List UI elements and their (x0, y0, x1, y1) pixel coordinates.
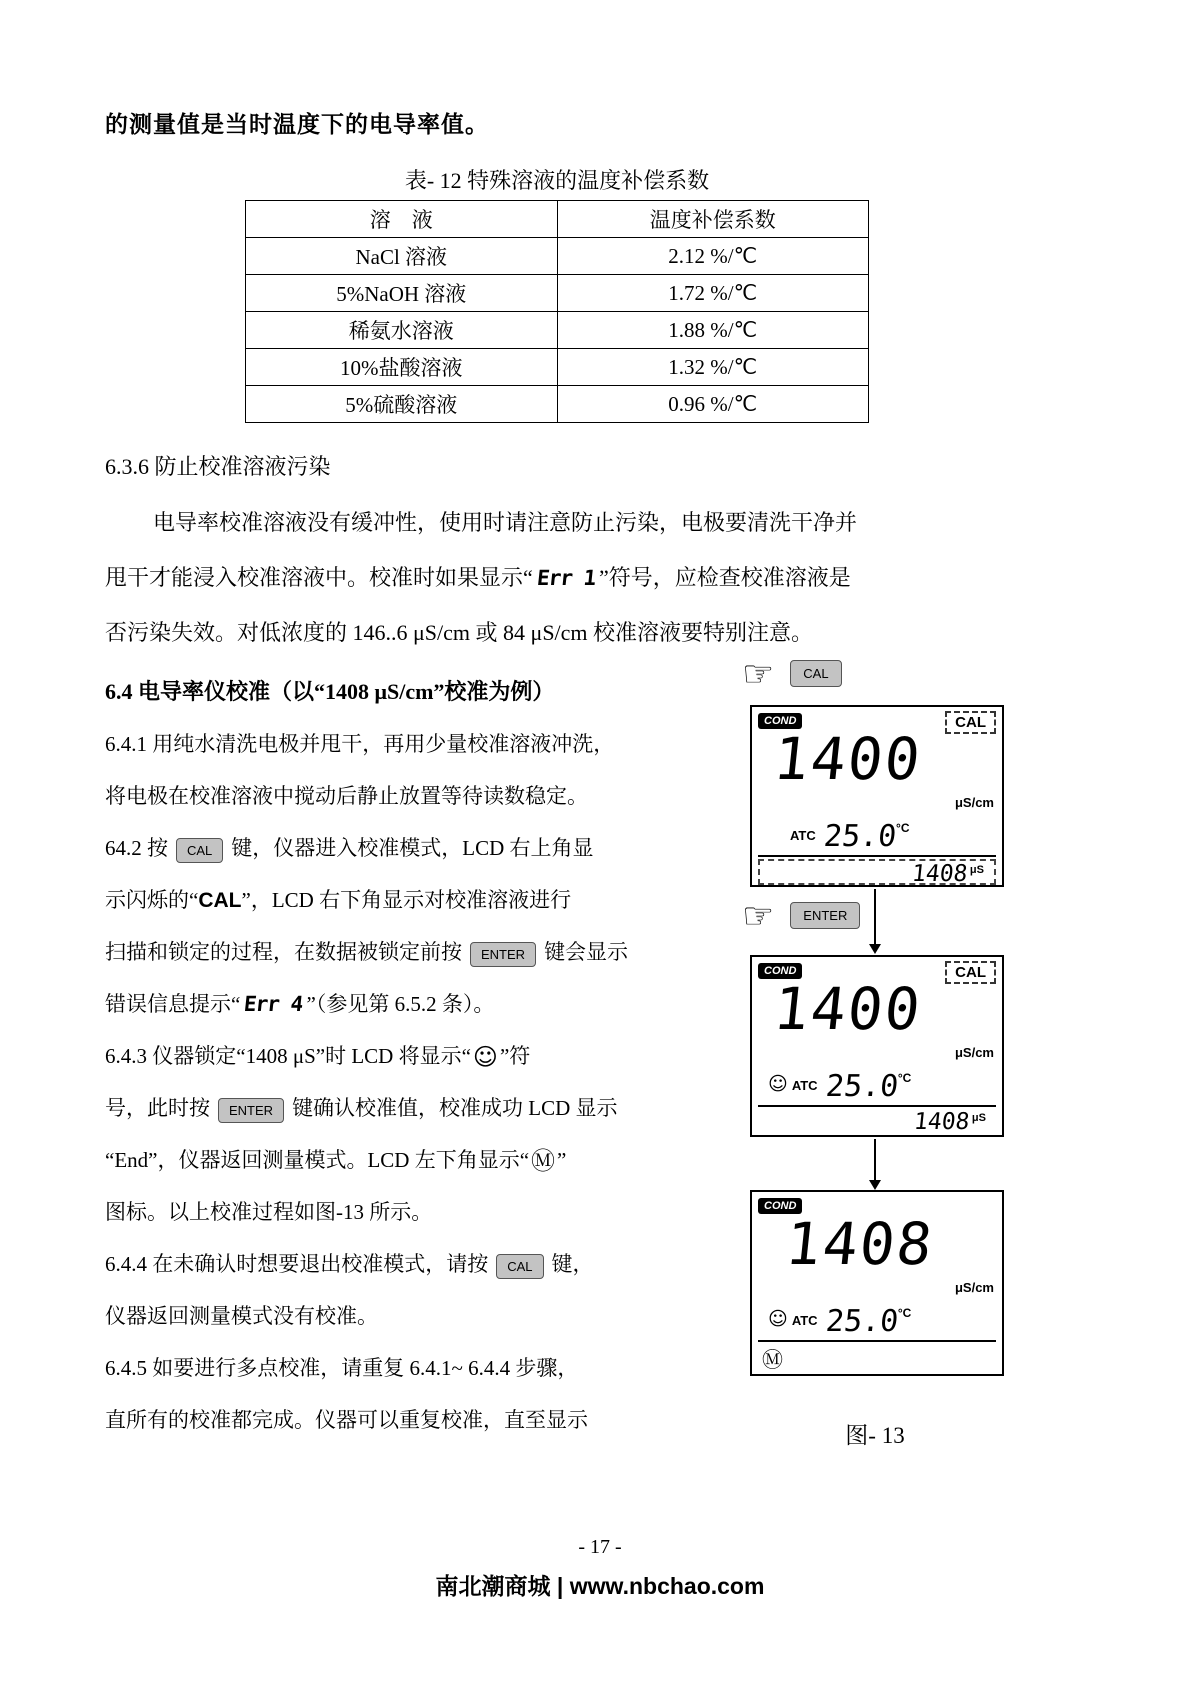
cal-flag: CAL (945, 961, 996, 984)
lcd-display-3 (750, 1190, 1004, 1376)
text-run: 6.4.5 如要进行多点校准，请重复 6.4.1~ 6.4.4 步骤， (105, 1356, 579, 1380)
lcd-divider (758, 1105, 996, 1107)
intro-paragraph: 的测量值是当时温度下的电导率值。 (105, 111, 489, 137)
table-header-row (246, 201, 869, 238)
text-run: 仪器返回测量模式没有校准。 (105, 1304, 378, 1328)
text-run: 图标。以上校准过程如图-13 所示。 (105, 1200, 433, 1224)
paragraph-line (105, 874, 753, 926)
pointing-hand-icon: ☞ (742, 896, 775, 937)
paragraph-line (105, 605, 1105, 660)
figure-13 (740, 655, 1020, 1455)
press-cal-step (742, 654, 842, 695)
cell-solution: 10%盐酸溶液 (246, 349, 558, 386)
text-run: 键，仪器进入校准模式，LCD 右上角显 (231, 836, 594, 860)
cell-solution: 稀氨水溶液 (246, 312, 558, 349)
lcd-divider (758, 855, 996, 857)
enter-key-button: ENTER (790, 902, 860, 929)
temperature-value: 25.0 (823, 1069, 900, 1104)
table-row (246, 349, 869, 386)
m-mode-icon: Ⓜ (762, 1348, 783, 1372)
temperature-unit: °C (896, 821, 910, 835)
cal-key-inline: CAL (176, 838, 223, 863)
cal-flag: CAL (945, 711, 996, 734)
text-run: 6.4.3 仪器锁定“1408 μS”时 LCD 将显示“ (105, 1044, 471, 1068)
paragraph-line (105, 1342, 753, 1394)
paragraph-line (105, 978, 753, 1030)
pointing-hand-icon: ☞ (742, 654, 775, 695)
text-run: ”（参见第 6.5.2 条）。 (306, 992, 495, 1016)
section-6-3-6-heading: 6.3.6 防止校准溶液污染 (105, 454, 331, 479)
temperature-unit: °C (897, 1306, 912, 1320)
atc-label: ATC (790, 828, 816, 843)
text-run: ”符号，应检查校准溶液是 (599, 565, 851, 590)
cond-mode-badge: COND (758, 713, 802, 729)
section-6-4-heading: 6.4 电导率仪校准（以“1408 μS/cm”校准为例） (105, 679, 555, 704)
cond-mode-badge: COND (758, 963, 802, 979)
section-6-4 (105, 666, 753, 1446)
text-run: 甩干才能浸入校准溶液中。校准时如果显示“ (105, 565, 533, 590)
main-reading: 1408 (782, 1210, 938, 1278)
table-row (246, 275, 869, 312)
cell-solution: 5%NaOH 溶液 (246, 275, 558, 312)
text-run: 示闪烁的“ (105, 888, 199, 912)
table-row (246, 386, 869, 423)
table-caption: 表- 12 特殊溶液的温度补偿系数 (404, 168, 710, 193)
paragraph-line (105, 822, 753, 874)
scan-value: 1408 (910, 861, 969, 887)
paragraph-line (105, 1290, 753, 1342)
text-run: 扫描和锁定的过程，在数据被锁定前按 (105, 940, 462, 964)
calibration-locked-row (758, 1109, 996, 1135)
atc-label: ATC (791, 1078, 818, 1093)
measure-mode-row (762, 1344, 783, 1374)
cell-coefficient: 0.96 %/℃ (557, 386, 869, 423)
paragraph-line (105, 770, 753, 822)
smiley-icon: ☺ (768, 1073, 788, 1095)
locked-value: 1408 (912, 1109, 971, 1135)
err1-code: Err 1 (535, 566, 597, 590)
paragraph-line (105, 1082, 753, 1134)
main-reading: 1400 (770, 725, 926, 793)
paragraph-line (105, 1186, 753, 1238)
cal-key-button: CAL (790, 660, 841, 687)
text-run: 64.2 按 (105, 836, 168, 860)
text-run: 号，此时按 (105, 1096, 210, 1120)
cell-coefficient: 1.88 %/℃ (557, 312, 869, 349)
cal-flashing-label: CAL (198, 889, 242, 912)
page-number: - 17 - (578, 1536, 622, 1558)
paragraph-line (105, 718, 753, 770)
text-run: 错误信息提示“ (105, 992, 241, 1016)
flow-arrow (874, 1139, 876, 1181)
paragraph-line (105, 1030, 753, 1082)
text-run: ”符 (499, 1044, 531, 1068)
calibration-scan-row (758, 859, 996, 885)
col-header-solution: 溶 液 (246, 201, 558, 238)
unit-label: μS/cm (954, 1280, 994, 1295)
enter-key-inline: ENTER (218, 1098, 284, 1123)
text-run: 电导率校准溶液没有缓冲性，使用时请注意防止污染，电极要清洗干净并 (153, 510, 858, 535)
unit-label: μS/cm (954, 1045, 994, 1060)
smiley-icon: ☺ (768, 1308, 788, 1330)
lcd-display-2 (750, 955, 1004, 1137)
text-run: 键， (551, 1252, 594, 1276)
text-run: 6.4.4 在未确认时想要退出校准模式，请按 (105, 1252, 489, 1276)
lcd-display-1 (750, 705, 1004, 887)
table-row (246, 312, 869, 349)
text-run: 键会显示 (544, 940, 629, 964)
section-6-3-6-paragraph (105, 495, 1105, 660)
temperature-value: 25.0 (823, 1304, 900, 1339)
enter-key-inline: ENTER (470, 942, 536, 967)
table-row (246, 238, 869, 275)
main-reading: 1400 (770, 975, 926, 1043)
cell-coefficient: 2.12 %/℃ (557, 238, 869, 275)
paragraph-line (105, 495, 1105, 550)
m-mode-icon: Ⓜ (531, 1147, 556, 1175)
smiley-icon: ☺ (472, 1043, 498, 1071)
temperature-compensation-table (245, 200, 869, 423)
paragraph-line (105, 1394, 753, 1446)
figure-caption: 图- 13 (845, 1423, 905, 1448)
text-run: 否污染失效。对低浓度的 146..6 μS/cm 或 84 μS/cm 校准溶液要特别注意。 (105, 620, 814, 645)
temperature-row (790, 819, 909, 854)
temperature-value: 25.0 (821, 819, 898, 854)
press-enter-step (742, 896, 860, 937)
unit-label: μS/cm (954, 795, 994, 810)
text-run: ” (557, 1148, 567, 1172)
paragraph-line (105, 926, 753, 978)
cell-solution: NaCl 溶液 (246, 238, 558, 275)
temperature-unit: °C (897, 1071, 912, 1085)
paragraph-line (105, 1238, 753, 1290)
scan-unit: μS (969, 864, 984, 876)
cal-key-inline: CAL (496, 1254, 543, 1279)
locked-unit: μS (971, 1112, 986, 1124)
paragraph-line (105, 1134, 753, 1186)
text-run: 键确认校准值，校准成功 LCD 显示 (292, 1096, 618, 1120)
text-run: 直所有的校准都完成。仪器可以重复校准，直至显示 (105, 1408, 588, 1432)
col-header-coefficient: 温度补偿系数 (557, 201, 869, 238)
lcd-divider (758, 1340, 996, 1342)
paragraph-line (105, 550, 1105, 605)
text-run: ”，LCD 右下角显示对校准溶液进行 (241, 888, 572, 912)
cond-mode-badge: COND (758, 1198, 802, 1214)
cell-coefficient: 1.32 %/℃ (557, 349, 869, 386)
flow-arrow (874, 889, 876, 945)
cell-coefficient: 1.72 %/℃ (557, 275, 869, 312)
text-run: “End”，仪器返回测量模式。LCD 左下角显示“ (105, 1148, 530, 1172)
temperature-row (768, 1069, 911, 1104)
text-run: 6.4.1 用纯水清洗电极并甩干，再用少量校准溶液冲洗， (105, 732, 615, 756)
cell-solution: 5%硫酸溶液 (246, 386, 558, 423)
temperature-row (768, 1304, 911, 1339)
atc-label: ATC (791, 1313, 818, 1328)
footer-brand: 南北潮商城 | www.nbchao.com (435, 1573, 765, 1599)
err4-code: Err 4 (243, 992, 304, 1016)
text-run: 将电极在校准溶液中搅动后静止放置等待读数稳定。 (105, 784, 588, 808)
